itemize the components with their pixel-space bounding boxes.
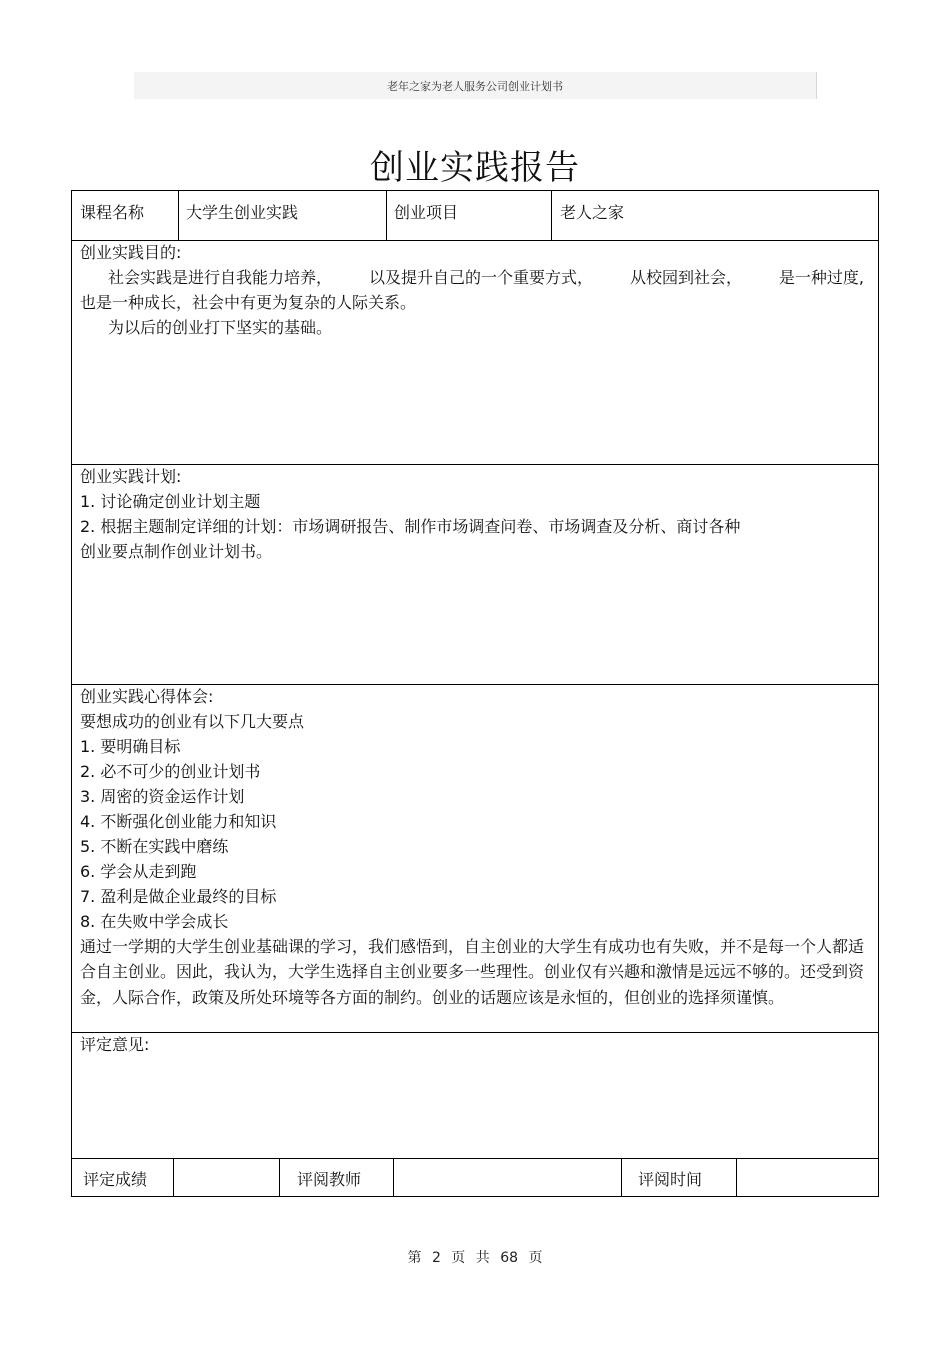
experience-item: 6. 学会从走到跑 — [80, 862, 197, 881]
course-label: 课程名称 — [80, 203, 145, 222]
purpose-part: 社会实践是进行自我能力培养， — [108, 268, 333, 287]
plan-item: 创业要点制作创业计划书。 — [80, 542, 273, 561]
project-label: 创业项目 — [394, 203, 459, 222]
teacher-label: 评阅教师 — [297, 1170, 362, 1189]
page-number: 第 2 页 共 68 页 — [407, 1250, 543, 1266]
course-value: 大学生创业实践 — [186, 203, 299, 222]
purpose-line-2: 也是一种成长，社会中有更为复杂的人际关系。 — [80, 293, 417, 312]
purpose-part: 以及提升自己的一个重要方式， — [368, 268, 593, 287]
purpose-heading: 创业实践目的: — [80, 243, 182, 262]
evaluation-heading: 评定意见: — [80, 1035, 150, 1054]
purpose-line-3: 为以后的创业打下坚实的基础。 — [108, 318, 333, 337]
experience-summary: 通过一学期的大学生创业基础课的学习，我们感悟到，自主创业的大学生有成功也有失败，并不是每一个人都适合自主创业。因此，我认为，大学生选择自主创业要多一些理性。创业仅有兴趣和激情是远远不够的。还受到资金，人际合作，政策及所处环境等各方面的制约。创业的话题应该是永恒的，但创业的选择须谨慎。 — [80, 937, 865, 1007]
experience-intro: 要想成功的创业有以下几大要点 — [80, 712, 305, 731]
purpose-part: 是一种过度, — [778, 268, 864, 287]
divider — [621, 1158, 622, 1197]
experience-item: 7. 盈利是做企业最终的目标 — [80, 887, 277, 906]
divider — [72, 1158, 878, 1159]
experience-heading: 创业实践心得体会: — [80, 687, 214, 706]
evaluation-section — [80, 1032, 864, 1057]
divider — [551, 191, 552, 240]
project-value: 老人之家 — [560, 203, 625, 222]
experience-item: 8. 在失败中学会成长 — [80, 912, 229, 931]
experience-item: 1. 要明确目标 — [80, 737, 181, 756]
divider — [393, 1158, 394, 1197]
time-label: 评阅时间 — [638, 1170, 703, 1189]
plan-heading: 创业实践计划: — [80, 467, 182, 486]
grade-label: 评定成绩 — [83, 1170, 148, 1189]
report-form — [71, 190, 879, 1197]
divider — [279, 1158, 280, 1197]
running-header: 老年之家为老人服务公司创业计划书 — [134, 72, 817, 99]
page-title: 创业实践报告 — [370, 148, 580, 188]
divider — [178, 191, 179, 240]
plan-section — [80, 464, 864, 564]
experience-item: 5. 不断在实践中磨练 — [80, 837, 229, 856]
experience-item: 4. 不断强化创业能力和知识 — [80, 812, 277, 831]
divider — [386, 191, 387, 240]
plan-item: 1. 讨论确定创业计划主题 — [80, 492, 261, 511]
experience-item: 2. 必不可少的创业计划书 — [80, 762, 261, 781]
divider — [736, 1158, 737, 1197]
purpose-line-1 — [80, 265, 864, 290]
purpose-part: 从校园到社会， — [629, 268, 742, 287]
divider — [173, 1158, 174, 1197]
experience-section — [80, 684, 864, 1010]
plan-item: 2. 根据主题制定详细的计划：市场调研报告、制作市场调查问卷、市场调查及分析、商讨各种 — [80, 517, 741, 536]
purpose-section — [80, 240, 864, 340]
experience-item: 3. 周密的资金运作计划 — [80, 787, 245, 806]
